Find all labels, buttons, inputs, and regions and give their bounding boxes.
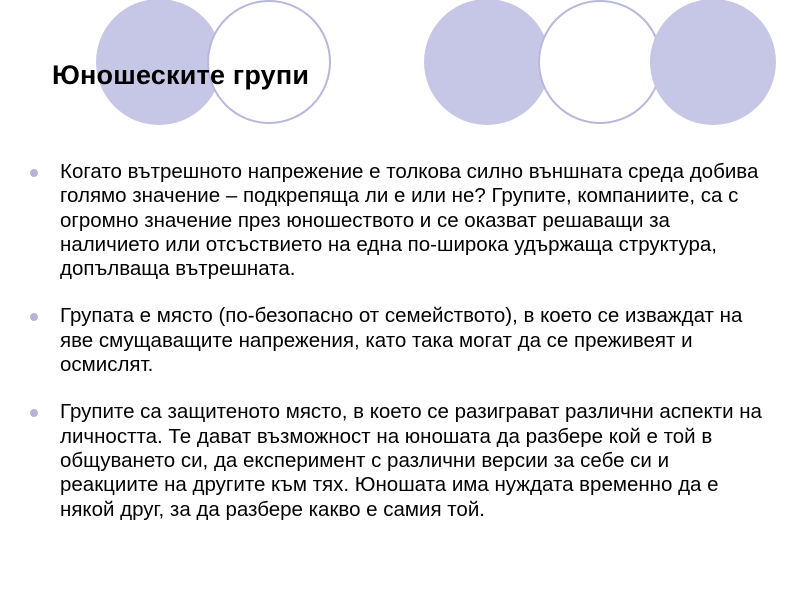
bullet-dot-icon <box>30 169 38 177</box>
bullet-text: Групата е място (по-безопасно от семейството), в което се изваждат на яве смущаващите напрежения, като така могат да се преживеят и осмислят. <box>60 304 743 377</box>
decor-circle-outline-2 <box>539 1 661 123</box>
decor-circle-filled-2 <box>424 0 550 125</box>
bullet-text: Групите са защитеното място, в което се разиграват различни аспекти на личността. Те дават възможност на юношата да разбере кой е той в общуването си, да експеримент с различни версии за себе си и реакциите на другите към тях. Юношата има нуждата временно да е някой друг, за да разбере какво е самия той. <box>60 400 762 521</box>
bullet-item <box>26 400 766 521</box>
bullet-text: Когато вътрешното напрежение е толкова силно външната среда добива голямо значение – подкрепяща ли е или не? Групите, компаниите, са с огромно значение през юношеството и се оказват решаващи за наличието или отсъствието на една по-широка удържаща структура, допълваща вътрешната. <box>60 160 759 281</box>
bullet-dot-icon <box>30 409 38 417</box>
bullet-item <box>26 160 766 281</box>
bullet-item <box>26 304 766 377</box>
slide-title: Юношеските групи <box>52 60 310 90</box>
bullet-list <box>26 160 766 545</box>
bullet-dot-icon <box>30 313 38 321</box>
decor-circle-filled-3 <box>650 0 776 125</box>
